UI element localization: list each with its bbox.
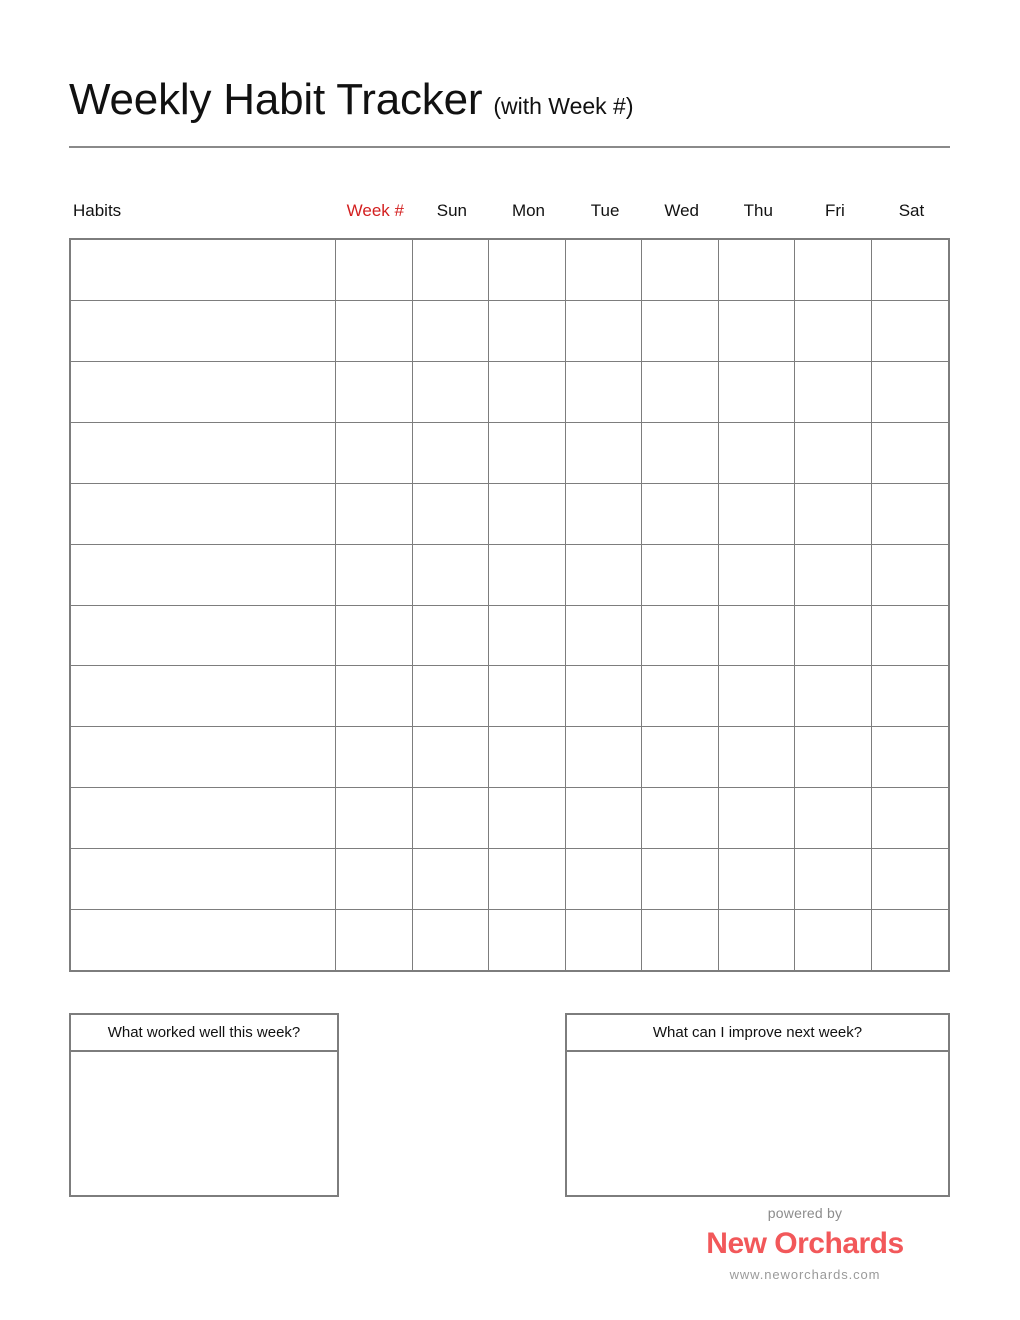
habit-check-cell-fri[interactable] (795, 606, 871, 666)
habit-check-cell-mon[interactable] (489, 849, 565, 909)
habit-check-cell-wed[interactable] (642, 788, 718, 848)
habit-check-cell-mon[interactable] (489, 606, 565, 666)
column-header-wed: Wed (664, 201, 699, 220)
habit-check-cell-wed[interactable] (642, 849, 718, 909)
habit-check-cell-thu[interactable] (719, 910, 795, 970)
habit-check-cell-fri[interactable] (795, 545, 871, 605)
table-row (71, 727, 948, 788)
table-column-headers (69, 195, 950, 227)
habit-check-cell-sat[interactable] (872, 484, 948, 544)
habit-check-cell-sun[interactable] (413, 484, 489, 544)
week-number-cell[interactable] (336, 910, 412, 970)
habit-check-cell-sat[interactable] (872, 788, 948, 848)
habit-check-cell-tue[interactable] (566, 362, 642, 422)
table-row (71, 788, 948, 849)
week-number-cell[interactable] (336, 788, 412, 848)
reflection-box-worked-well (69, 1013, 339, 1197)
habit-name-cell[interactable] (71, 240, 336, 300)
habit-check-cell-thu[interactable] (719, 545, 795, 605)
habit-check-cell-fri[interactable] (795, 666, 871, 726)
habit-check-cell-wed[interactable] (642, 301, 718, 361)
habit-check-cell-fri[interactable] (795, 362, 871, 422)
habit-check-cell-sun[interactable] (413, 545, 489, 605)
page-title (69, 75, 950, 124)
habit-name-cell[interactable] (71, 727, 336, 787)
week-number-cell[interactable] (336, 606, 412, 666)
habit-check-cell-tue[interactable] (566, 606, 642, 666)
reflection-box-improve-next (565, 1013, 950, 1197)
column-header-thu: Thu (743, 201, 773, 220)
habit-check-cell-sat[interactable] (872, 666, 948, 726)
page-title-main: Weekly Habit Tracker (69, 75, 483, 124)
habit-check-cell-wed[interactable] (642, 910, 718, 970)
page-title-sub: (with Week #) (493, 93, 634, 119)
habit-name-cell[interactable] (71, 545, 336, 605)
habit-check-cell-thu[interactable] (719, 606, 795, 666)
habit-check-cell-mon[interactable] (489, 545, 565, 605)
habit-check-cell-fri[interactable] (795, 301, 871, 361)
habit-check-cell-sat[interactable] (872, 910, 948, 970)
habit-check-cell-fri[interactable] (795, 727, 871, 787)
habit-check-cell-wed[interactable] (642, 423, 718, 483)
habit-check-cell-mon[interactable] (489, 484, 565, 544)
habit-check-cell-mon[interactable] (489, 423, 565, 483)
column-header-fri: Fri (824, 201, 845, 220)
habit-name-cell[interactable] (71, 484, 336, 544)
habit-check-cell-sun[interactable] (413, 727, 489, 787)
habit-check-cell-tue[interactable] (566, 849, 642, 909)
habit-check-cell-mon[interactable] (489, 362, 565, 422)
habit-name-cell[interactable] (71, 606, 336, 666)
habit-check-cell-tue[interactable] (566, 484, 642, 544)
week-number-cell[interactable] (336, 666, 412, 726)
table-row (71, 484, 948, 545)
habit-check-cell-mon[interactable] (489, 666, 565, 726)
week-number-cell[interactable] (336, 849, 412, 909)
column-header-week: Week # (346, 201, 404, 220)
column-header-habits: Habits (73, 201, 122, 220)
habit-check-cell-tue[interactable] (566, 240, 642, 300)
habit-check-cell-sun[interactable] (413, 849, 489, 909)
table-row (71, 362, 948, 423)
habit-name-cell[interactable] (71, 423, 336, 483)
table-row (71, 666, 948, 727)
reflection-input-worked-well[interactable] (71, 1052, 337, 1195)
week-number-cell[interactable] (336, 727, 412, 787)
title-divider (69, 146, 950, 148)
habit-grid (69, 238, 950, 972)
table-row (71, 910, 948, 970)
habit-check-cell-fri[interactable] (795, 484, 871, 544)
habit-check-cell-thu[interactable] (719, 484, 795, 544)
habit-check-cell-tue[interactable] (566, 423, 642, 483)
reflection-prompt-worked-well: What worked well this week? (71, 1015, 337, 1052)
habit-check-cell-wed[interactable] (642, 545, 718, 605)
week-number-cell[interactable] (336, 362, 412, 422)
week-number-cell[interactable] (336, 484, 412, 544)
habit-name-cell[interactable] (71, 666, 336, 726)
habit-check-cell-thu[interactable] (719, 362, 795, 422)
habit-check-cell-tue[interactable] (566, 727, 642, 787)
habit-check-cell-sat[interactable] (872, 545, 948, 605)
habit-check-cell-wed[interactable] (642, 727, 718, 787)
footer-website-url: www.neworchards.com (729, 1267, 881, 1283)
habit-check-cell-tue[interactable] (566, 545, 642, 605)
habit-check-cell-sat[interactable] (872, 240, 948, 300)
habit-name-cell[interactable] (71, 788, 336, 848)
habit-check-cell-tue[interactable] (566, 788, 642, 848)
habit-check-cell-tue[interactable] (566, 301, 642, 361)
habit-check-cell-tue[interactable] (566, 910, 642, 970)
habit-check-cell-wed[interactable] (642, 484, 718, 544)
habit-check-cell-sun[interactable] (413, 788, 489, 848)
habit-check-cell-thu[interactable] (719, 666, 795, 726)
habit-check-cell-fri[interactable] (795, 240, 871, 300)
table-row (71, 423, 948, 484)
habit-check-cell-sun[interactable] (413, 362, 489, 422)
habit-check-cell-mon[interactable] (489, 910, 565, 970)
column-header-sat: Sat (898, 201, 925, 220)
habit-check-cell-sat[interactable] (872, 362, 948, 422)
footer-brand-name: New Orchards (706, 1226, 904, 1260)
habit-check-cell-thu[interactable] (719, 423, 795, 483)
habit-check-cell-thu[interactable] (719, 788, 795, 848)
reflection-input-improve-next[interactable] (567, 1052, 948, 1195)
habit-check-cell-thu[interactable] (719, 240, 795, 300)
habit-check-cell-sat[interactable] (872, 423, 948, 483)
table-row (71, 545, 948, 606)
habit-check-cell-sun[interactable] (413, 301, 489, 361)
habit-check-cell-wed[interactable] (642, 362, 718, 422)
week-number-cell[interactable] (336, 301, 412, 361)
habit-check-cell-sun[interactable] (413, 240, 489, 300)
table-row (71, 301, 948, 362)
habit-check-cell-fri[interactable] (795, 910, 871, 970)
habit-check-cell-sun[interactable] (413, 666, 489, 726)
habit-check-cell-thu[interactable] (719, 301, 795, 361)
habit-check-cell-thu[interactable] (719, 727, 795, 787)
habit-check-cell-fri[interactable] (795, 423, 871, 483)
habit-check-cell-fri[interactable] (795, 788, 871, 848)
week-number-cell[interactable] (336, 423, 412, 483)
column-header-sun: Sun (436, 201, 468, 220)
table-row (71, 606, 948, 667)
week-number-cell[interactable] (336, 240, 412, 300)
table-row (71, 849, 948, 910)
footer-branding (660, 1205, 950, 1283)
habit-check-cell-wed[interactable] (642, 606, 718, 666)
reflection-prompt-improve-next: What can I improve next week? (567, 1015, 948, 1052)
habit-check-cell-mon[interactable] (489, 788, 565, 848)
habit-check-cell-fri[interactable] (795, 849, 871, 909)
habit-check-cell-sun[interactable] (413, 910, 489, 970)
column-header-mon: Mon (511, 201, 546, 220)
habit-name-cell[interactable] (71, 362, 336, 422)
habit-name-cell[interactable] (71, 849, 336, 909)
week-number-cell[interactable] (336, 545, 412, 605)
footer-powered-by-label: powered by (767, 1205, 843, 1221)
habit-check-cell-sun[interactable] (413, 606, 489, 666)
habit-check-cell-sat[interactable] (872, 301, 948, 361)
habit-check-cell-sat[interactable] (872, 849, 948, 909)
habit-name-cell[interactable] (71, 301, 336, 361)
habit-check-cell-wed[interactable] (642, 240, 718, 300)
habit-check-cell-mon[interactable] (489, 240, 565, 300)
habit-check-cell-sun[interactable] (413, 423, 489, 483)
habit-check-cell-thu[interactable] (719, 849, 795, 909)
column-header-tue: Tue (590, 201, 620, 220)
table-row (71, 240, 948, 301)
habit-check-cell-wed[interactable] (642, 666, 718, 726)
habit-check-cell-mon[interactable] (489, 301, 565, 361)
habit-check-cell-sat[interactable] (872, 727, 948, 787)
habit-check-cell-sat[interactable] (872, 606, 948, 666)
habit-name-cell[interactable] (71, 910, 336, 970)
habit-check-cell-tue[interactable] (566, 666, 642, 726)
habit-check-cell-mon[interactable] (489, 727, 565, 787)
